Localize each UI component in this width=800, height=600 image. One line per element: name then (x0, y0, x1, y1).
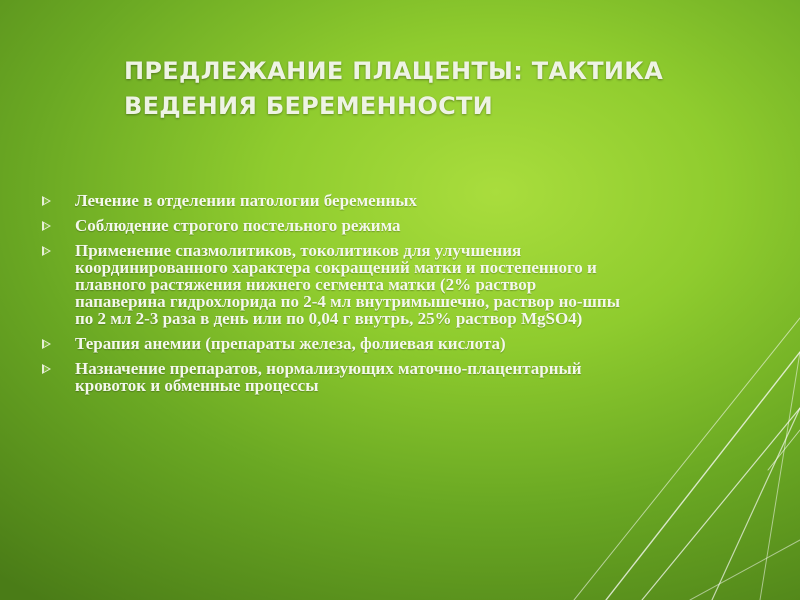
bullet-item (42, 242, 622, 327)
decor-line (642, 408, 800, 600)
title-line-1: ПРЕДЛЕЖАНИЕ ПЛАЦЕНТЫ: ТАКТИКА (124, 57, 664, 85)
decor-line (690, 540, 800, 600)
arrow-bullet-icon (42, 339, 51, 349)
arrow-bullet-icon (42, 221, 51, 231)
title-line-2: ВЕДЕНИЯ БЕРЕМЕННОСТИ (124, 92, 494, 120)
decor-line (606, 352, 800, 600)
arrow-bullet-icon (42, 196, 51, 206)
bullet-list (42, 192, 622, 402)
slide-title (124, 54, 724, 124)
bullet-item (42, 217, 622, 234)
bullet-text: Применение спазмолитиков, токолитиков для улучшения координированного характера сокращений матки и постепенного и плавного растяжения нижнего сегмента матки (2% раствор папаверина гидрохлорида по 2-4 мл внутримышечно, раствор но-шпы по 2 мл 2-3 раза в день или по 0,04 г внутрь, 25% раствор MgSO4) (75, 241, 620, 328)
arrow-bullet-icon (42, 246, 51, 256)
bullet-item (42, 192, 622, 209)
decor-line (712, 408, 800, 600)
bullet-text: Терапия анемии (препараты железа, фолиевая кислота) (75, 334, 506, 353)
bullet-text: Назначение препаратов, нормализующих маточно-плацентарный кровоток и обменные процессы (75, 359, 582, 395)
decor-line (760, 352, 800, 600)
bullet-item (42, 360, 622, 394)
arrow-bullet-icon (42, 364, 51, 374)
bullet-item (42, 335, 622, 352)
bullet-text: Соблюдение строгого постельного режима (75, 216, 401, 235)
bullet-text: Лечение в отделении патологии беременных (75, 191, 418, 210)
